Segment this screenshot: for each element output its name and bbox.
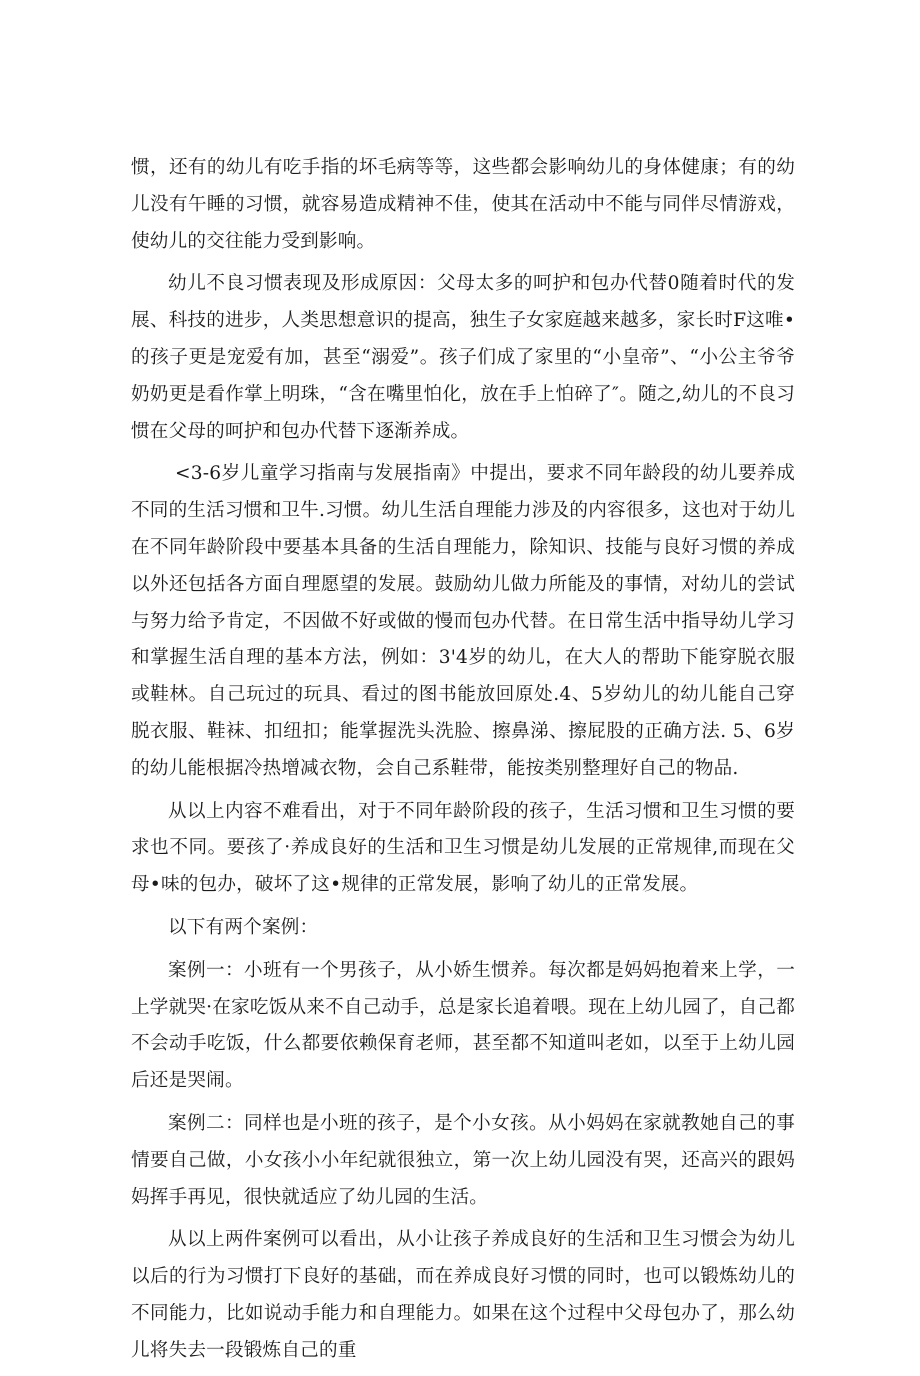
paragraph-cases-intro: 以下有两个案例：: [168, 916, 319, 938]
paragraph-continuation: 惯，还有的幼儿有吃手指的坏毛病等等，这些都会影响幼儿的身体健康；有的幼儿没有午睡的习惯，就容易造成精神不佳，使其在活动中不能与同伴尽情游戏，使幼儿的交往能力受到影响。: [131, 157, 795, 252]
paragraph-bad-habits-causes: 幼儿不良习惯表现及形成原因：父母太多的呵护和包办代替0随着时代的发展、科技的进步，人类思想意识的提高，独生子女家庭越来越多，家长时F这唯•的孩子更是宠爱有加，甚至“溺爱”。孩子们成了家里的“小皇帝”、“小公主爷爷奶奶更是看作掌上明珠，“含在嘴里怕化，放在手上怕碎了″。随之,幼儿的不良习惯在父母的呵护和包办代替下逐渐养成。: [131, 273, 795, 442]
document-body: [131, 150, 795, 1376]
paragraph-case-two: 案例二：同样也是小班的孩子，是个小女孩。从小妈妈在家就教她自己的事情要自己做，小女孩小小年纪就很独立，第一次上幼儿园没有哭，还高兴的跟妈妈挥手再见，很快就适应了幼儿园的生活。: [131, 1112, 795, 1208]
paragraph-analysis: 从以上内容不难看出，对于不同年龄阶段的孩子，生活习惯和卫生习惯的要求也不同。要孩了·养成良好的生活和卫生习惯是幼儿发展的正常规律,而现在父母•味的包办，破坏了这•规律的正常发展，影响了幼儿的正常发展。: [131, 800, 795, 896]
paragraph-guidelines: <3-6岁儿童学习指南与发展指南》中提出，要求不同年龄段的幼儿要养成不同的生活习惯和卫牛.习惯。幼儿生活自理能力涉及的内容很多，这也对于幼儿在不同年龄阶段中要基本具备的生活自理能力，除知识、技能与良好习惯的养成以外还包括各方面自理愿望的发展。鼓励幼儿做力所能及的事情，对幼儿的尝试与努力给予肯定，不因做不好或做的慢而包办代替。在日常生活中指导幼儿学习和掌握生活自理的基本方法，例如：3'4岁的幼儿，在大人的帮助下能穿脱衣服或鞋林。自己玩过的玩具、看过的图书能放回原处.4、5岁幼儿的幼儿能自己穿脱衣服、鞋袜、扣纽扣；能掌握洗头洗脸、擦鼻涕、擦屁股的正确方法. 5、6岁的幼儿能根据冷热增减衣物，会自己系鞋带，能按类别整理好自己的物品.: [131, 463, 795, 779]
paragraph-case-one: 案例一：小班有一个男孩子，从小娇生惯养。每次都是妈妈抱着来上学，一上学就哭·在家吃饭从来不自己动手，总是家长追着喂。现在上幼儿园了，自己都不会动手吃饭，什么都要依赖保育老师，甚至都不知道叫老如，以至于上幼儿园后还是哭闹。: [131, 959, 795, 1092]
paragraph-conclusion: 从以上两件案例可以看出，从小让孩子养成良好的生活和卫生习惯会为幼儿以后的行为习惯打下良好的基础，而在养成良好习惯的同时，也可以锻炼幼儿的不同能力，比如说动手能力和自理能力。如果在这个过程中父母包办了，那么幼儿将失去一段锻炼自己的重: [131, 1229, 795, 1361]
